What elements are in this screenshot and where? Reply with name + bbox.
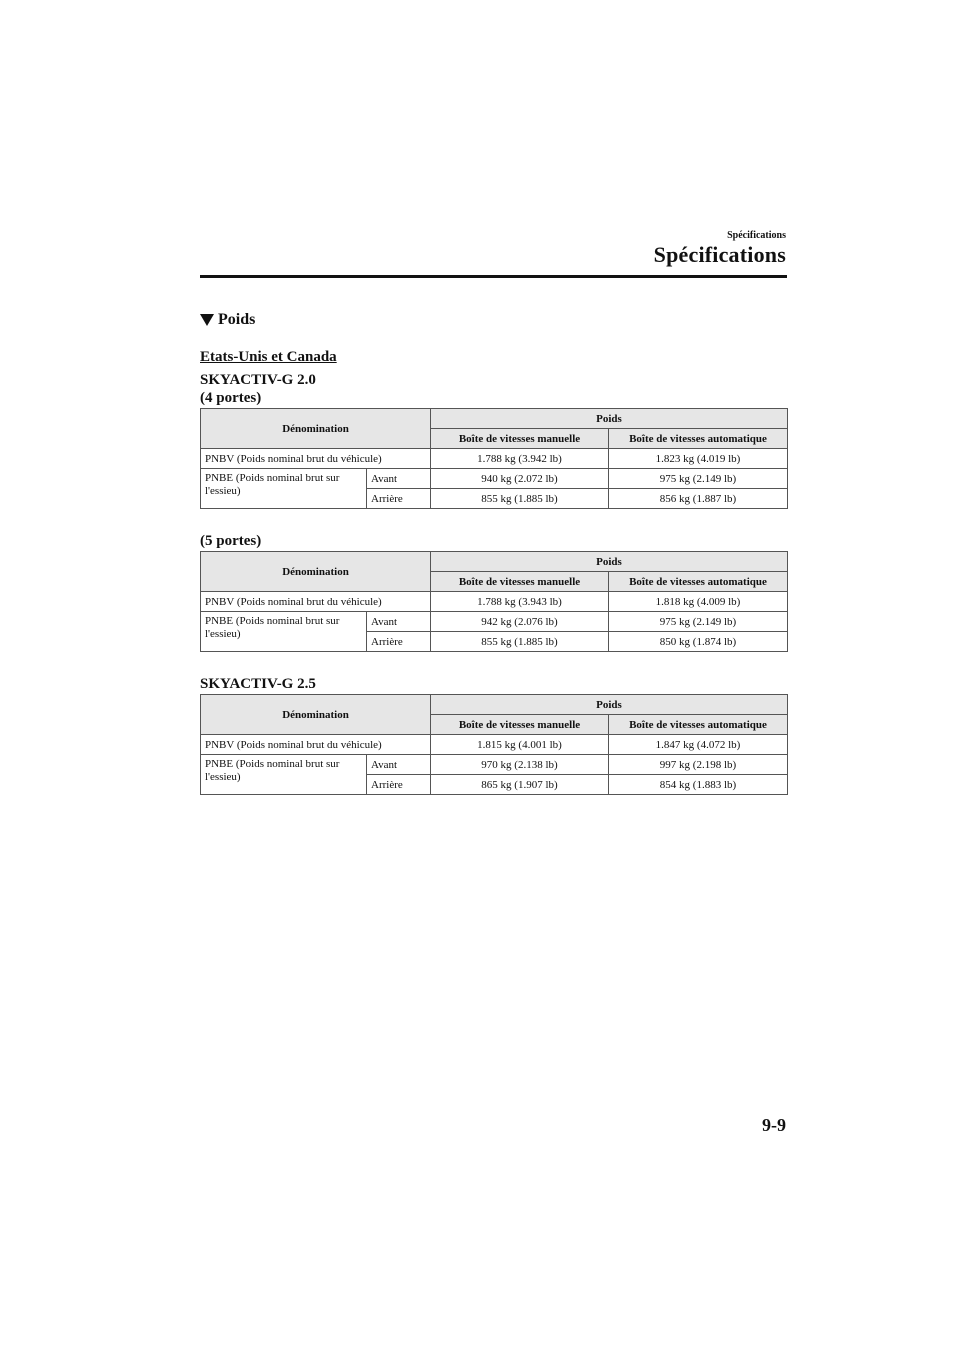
- cell-front-manual: 942 kg (2.076 lb): [431, 612, 609, 632]
- triangle-down-icon: [200, 314, 214, 326]
- cell-pnbv-manual: 1.788 kg (3.943 lb): [431, 592, 609, 612]
- page-number: 9-9: [762, 1115, 786, 1135]
- row-label-rear: Arrière: [367, 489, 431, 509]
- cell-pnbv-auto: 1.818 kg (4.009 lb): [609, 592, 788, 612]
- row-label-front: Avant: [367, 469, 431, 489]
- weight-table-g20-4door: [200, 408, 788, 509]
- col-header-auto: Boîte de vitesses automatique: [609, 429, 788, 449]
- table-row: [201, 592, 788, 612]
- cell-rear-manual: 855 kg (1.885 lb): [431, 489, 609, 509]
- cell-pnbv-auto: 1.823 kg (4.019 lb): [609, 449, 788, 469]
- cell-front-auto: 975 kg (2.149 lb): [609, 612, 788, 632]
- col-header-manual: Boîte de vitesses manuelle: [431, 429, 609, 449]
- col-header-manual: Boîte de vitesses manuelle: [431, 715, 609, 735]
- table-heading-g20-5door: (5 portes): [200, 533, 262, 549]
- row-label-pnbe: PNBE (Poids nominal brut sur l'essieu): [201, 612, 367, 652]
- row-label-pnbv: PNBV (Poids nominal brut du véhicule): [201, 735, 431, 755]
- row-label-pnbv: PNBV (Poids nominal brut du véhicule): [201, 592, 431, 612]
- row-label-pnbe: PNBE (Poids nominal brut sur l'essieu): [201, 755, 367, 795]
- table-row: [201, 735, 788, 755]
- row-label-rear: Arrière: [367, 632, 431, 652]
- row-label-rear: Arrière: [367, 775, 431, 795]
- table-row: [201, 449, 788, 469]
- cell-rear-manual: 865 kg (1.907 lb): [431, 775, 609, 795]
- weight-table-g20-5door: [200, 551, 788, 652]
- row-label-front: Avant: [367, 755, 431, 775]
- running-header-small: Spécifications: [727, 230, 786, 241]
- table-row: [201, 755, 788, 775]
- cell-rear-manual: 855 kg (1.885 lb): [431, 632, 609, 652]
- cell-rear-auto: 854 kg (1.883 lb): [609, 775, 788, 795]
- col-header-auto: Boîte de vitesses automatique: [609, 715, 788, 735]
- cell-front-auto: 975 kg (2.149 lb): [609, 469, 788, 489]
- col-header-name: Dénomination: [201, 695, 431, 735]
- col-header-weight: Poids: [431, 695, 788, 715]
- cell-front-manual: 940 kg (2.072 lb): [431, 469, 609, 489]
- col-header-manual: Boîte de vitesses manuelle: [431, 572, 609, 592]
- cell-pnbv-manual: 1.815 kg (4.001 lb): [431, 735, 609, 755]
- cell-front-manual: 970 kg (2.138 lb): [431, 755, 609, 775]
- region-heading: Etats-Unis et Canada: [200, 349, 337, 365]
- col-header-weight: Poids: [431, 552, 788, 572]
- col-header-weight: Poids: [431, 409, 788, 429]
- running-header-title: Spécifications: [653, 242, 786, 267]
- cell-rear-auto: 850 kg (1.874 lb): [609, 632, 788, 652]
- section-title-text: Poids: [218, 311, 256, 328]
- cell-pnbv-auto: 1.847 kg (4.072 lb): [609, 735, 788, 755]
- table-heading-g25: SKYACTIV-G 2.5: [200, 676, 316, 692]
- row-label-front: Avant: [367, 612, 431, 632]
- cell-front-auto: 997 kg (2.198 lb): [609, 755, 788, 775]
- col-header-auto: Boîte de vitesses automatique: [609, 572, 788, 592]
- header-rule: [200, 275, 787, 278]
- weight-table-g25: [200, 694, 788, 795]
- row-label-pnbv: PNBV (Poids nominal brut du véhicule): [201, 449, 431, 469]
- table-row: [201, 612, 788, 632]
- cell-rear-auto: 856 kg (1.887 lb): [609, 489, 788, 509]
- row-label-pnbe: PNBE (Poids nominal brut sur l'essieu): [201, 469, 367, 509]
- section-title: [200, 311, 255, 329]
- table-row: [201, 469, 788, 489]
- col-header-name: Dénomination: [201, 552, 431, 592]
- table-heading-g20-4door: SKYACTIV-G 2.0 (4 portes): [200, 372, 316, 406]
- cell-pnbv-manual: 1.788 kg (3.942 lb): [431, 449, 609, 469]
- col-header-name: Dénomination: [201, 409, 431, 449]
